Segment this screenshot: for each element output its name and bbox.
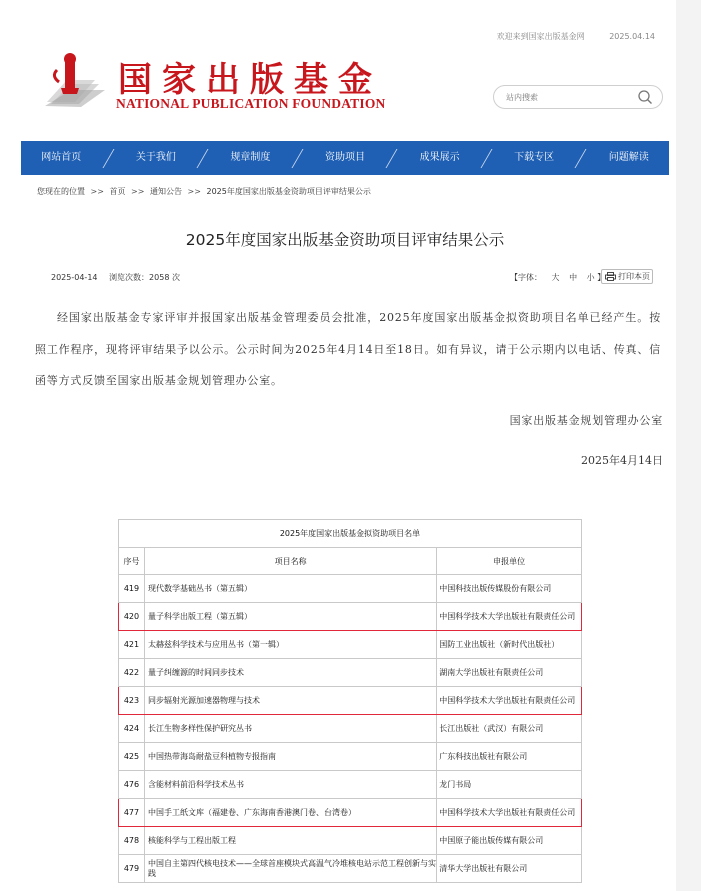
breadcrumb-separator: >> [90,187,104,196]
table-row [119,575,582,603]
row-applicant: 湖南大学出版社有限责任公司 [437,659,582,687]
font-size-small[interactable]: 小 [586,273,595,282]
row-project-name: 现代数学基础丛书（第五辑） [144,575,436,603]
page-edge-shadow [676,0,701,891]
row-number: 478 [119,827,145,855]
breadcrumb-notices[interactable]: 通知公告 [150,187,182,196]
table-row [119,799,582,827]
row-applicant: 中国科技出版传媒股份有限公司 [437,575,582,603]
nav-separator [574,141,588,175]
search-icon[interactable] [637,89,653,105]
row-applicant: 广东科技出版社有限公司 [437,743,582,771]
table-header-row [119,548,582,575]
font-size-close: 】 [597,273,606,282]
print-button[interactable] [601,269,653,284]
nav-about[interactable]: 关于我们 [135,152,176,163]
row-applicant: 国防工业出版社（新时代出版社） [437,631,582,659]
row-number: 422 [119,659,145,687]
row-applicant: 中国科学技术大学出版社有限责任公司 [437,687,582,715]
row-applicant: 清华大学出版社有限公司 [437,855,582,883]
table-row [119,743,582,771]
print-label: 打印本页 [618,272,650,281]
search-box[interactable] [493,85,663,109]
row-project-name: 中国手工纸文库（福建卷、广东海南香港澳门卷、台湾卷） [144,799,436,827]
row-number: 419 [119,575,145,603]
page [21,0,669,891]
welcome-bar [475,31,655,42]
row-project-name: 长江生物多样性保护研究丛书 [144,715,436,743]
breadcrumb-separator: >> [131,187,145,196]
printer-icon [605,272,616,281]
table-row [119,855,582,883]
article-sign-date: 2025年4月14日 [581,454,663,467]
nav-home[interactable]: 网站首页 [41,152,82,163]
article-views: 浏览次数：2058 次 [109,273,180,282]
logo-chinese-title: 国家出版基金 [118,60,382,100]
table-row [119,771,582,799]
nav-separator [291,141,305,175]
table-row [119,715,582,743]
main-nav [21,141,669,175]
search-input[interactable] [506,91,626,104]
header-applicant: 申报单位 [437,548,582,575]
breadcrumb-prefix: 您现在的位置 [37,187,85,196]
table-row [119,659,582,687]
breadcrumb-home[interactable]: 首页 [109,187,126,196]
breadcrumb [37,186,371,197]
article-body: 经国家出版基金专家评审并报国家出版基金管理委员会批准，2025年度国家出版基金拟资助项目名单已经产生。按照工作程序，现将评审结果予以公示。公示时间为2025年4月14日至18日。如有异议，请于公示期内以电话、传真、信函等方式反馈至国家出版基金规划管理办公室。 [35,311,661,387]
breadcrumb-current[interactable]: 2025年度国家出版基金资助项目评审结果公示 [206,187,371,196]
row-number: 476 [119,771,145,799]
table-row [119,603,582,631]
row-applicant: 中国科学技术大学出版社有限责任公司 [437,799,582,827]
row-applicant: 龙门书局 [437,771,582,799]
logo-english-title: NATIONAL PUBLICATION FOUNDATION [116,96,386,111]
row-number: 423 [119,687,145,715]
foundation-emblem-icon [41,50,111,110]
row-project-name: 量子纠缠源的时间同步技术 [144,659,436,687]
table-caption: 2025年度国家出版基金拟资助项目名单 [119,520,582,548]
row-project-name: 含能材料前沿科学技术丛书 [144,771,436,799]
article-title: 2025年度国家出版基金资助项目评审结果公示 [185,231,505,249]
nav-regulations[interactable]: 规章制度 [230,152,271,163]
nav-separator [102,141,116,175]
table-row [119,827,582,855]
row-project-name: 同步辐射光源加速器物理与技术 [144,687,436,715]
header-date: 2025.04.14 [609,32,655,41]
row-number: 479 [119,855,145,883]
table-row [119,687,582,715]
nav-separator [385,141,399,175]
row-applicant: 中国原子能出版传媒有限公司 [437,827,582,855]
table-body [119,575,582,883]
row-applicant: 长江出版社（武汉）有限公司 [437,715,582,743]
row-number: 425 [119,743,145,771]
row-applicant: 中国科学技术大学出版社有限责任公司 [437,603,582,631]
font-size-large[interactable]: 大 [551,273,560,282]
nav-achievements[interactable]: 成果展示 [419,152,460,163]
welcome-text: 欢迎来到国家出版基金网 [496,32,585,41]
article-date: 2025-04-14 [51,273,98,282]
row-number: 420 [119,603,145,631]
font-size-medium[interactable]: 中 [569,273,578,282]
nav-downloads[interactable]: 下载专区 [514,152,555,163]
nav-faq[interactable]: 问题解读 [608,152,649,163]
row-number: 421 [119,631,145,659]
header-no: 序号 [119,548,145,575]
nav-separator [196,141,210,175]
row-number: 477 [119,799,145,827]
font-size-label: 【字体： [510,273,542,282]
breadcrumb-separator: >> [187,187,201,196]
row-project-name: 太赫兹科学技术与应用丛书（第一辑） [144,631,436,659]
font-size-selector [510,272,605,283]
row-project-name: 中国自主第四代核电技术——全球首座模块式高温气冷堆核电站示范工程创新与实践 [144,855,436,883]
article-meta [51,272,189,283]
nav-separator [480,141,494,175]
header-project-name: 项目名称 [144,548,436,575]
row-project-name: 核能科学与工程出版工程 [144,827,436,855]
funded-projects-table [118,519,582,883]
article-signature: 国家出版基金规划管理办公室 [509,414,663,427]
row-number: 424 [119,715,145,743]
table-row [119,631,582,659]
nav-funded-projects[interactable]: 资助项目 [325,152,366,163]
row-project-name: 量子科学出版工程（第五辑） [144,603,436,631]
row-project-name: 中国热带海岛耐盐豆科植物专报指南 [144,743,436,771]
